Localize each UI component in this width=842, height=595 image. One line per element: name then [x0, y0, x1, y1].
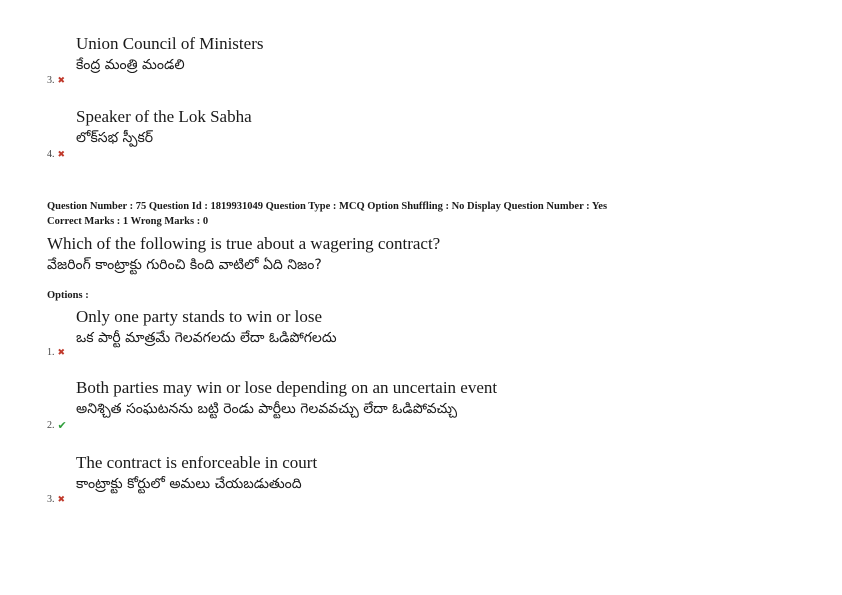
prev-option-3-telugu: కేంద్ర మంత్రి మండలి [76, 57, 185, 73]
option-3-english: The contract is enforceable in court [76, 453, 318, 472]
option-3-telugu: కాంట్రాక్టు కోర్టులో అమలు చేయబడుతుంది [76, 476, 302, 492]
prev-option-3-number [47, 75, 65, 87]
correct-check-icon: ✔ [57, 419, 67, 432]
prev-option-4-english: Speaker of the Lok Sabha [76, 107, 252, 126]
wrong-mark-icon: ✖ [57, 76, 66, 86]
prev-option-3-english: Union Council of Ministers [76, 34, 264, 53]
option-number-label: 3. [47, 494, 55, 505]
option-1-telugu: ఒక పార్టీ మాత్రమే గెలవగలదు లేదా ఓడిపోగలదు [76, 330, 337, 346]
question-meta-line-2: Correct Marks : 1 Wrong Marks : 0 [47, 216, 209, 227]
wrong-mark-icon: ✖ [57, 150, 66, 160]
prev-option-4-number [47, 149, 65, 161]
prev-option-4-telugu: లోక్‌సభ స్పీకర్ [76, 130, 154, 146]
wrong-mark-icon: ✖ [57, 348, 66, 358]
option-number-label: 2. [47, 420, 55, 431]
option-3-number [47, 494, 65, 506]
option-number-label: 4. [47, 149, 55, 160]
option-2-telugu: అనిశ్చిత సంఘటనను బట్టి రెండు పార్టీలు గెలవవచ్చు లేదా ఓడిపోవచ్చు [76, 401, 458, 417]
wrong-mark-icon: ✖ [57, 495, 66, 505]
option-1-number [47, 347, 65, 359]
option-2-number [47, 420, 67, 432]
question-text-english: Which of the following is true about a wagering contract? [47, 234, 441, 253]
question-text-telugu: వేజరింగ్ కాంట్రాక్టు గురించి కింది వాటిలో ఏది నిజం? [47, 257, 322, 273]
option-2-english: Both parties may win or lose depending on an uncertain event [76, 378, 498, 397]
question-meta-line-1: Question Number : 75 Question Id : 1819931049 Question Type : MCQ Option Shuffling : No Display Question Number : Yes [47, 201, 608, 212]
option-1-english: Only one party stands to win or lose [76, 307, 322, 326]
options-label: Options : [47, 290, 89, 301]
option-number-label: 1. [47, 347, 55, 358]
option-number-label: 3. [47, 75, 55, 86]
